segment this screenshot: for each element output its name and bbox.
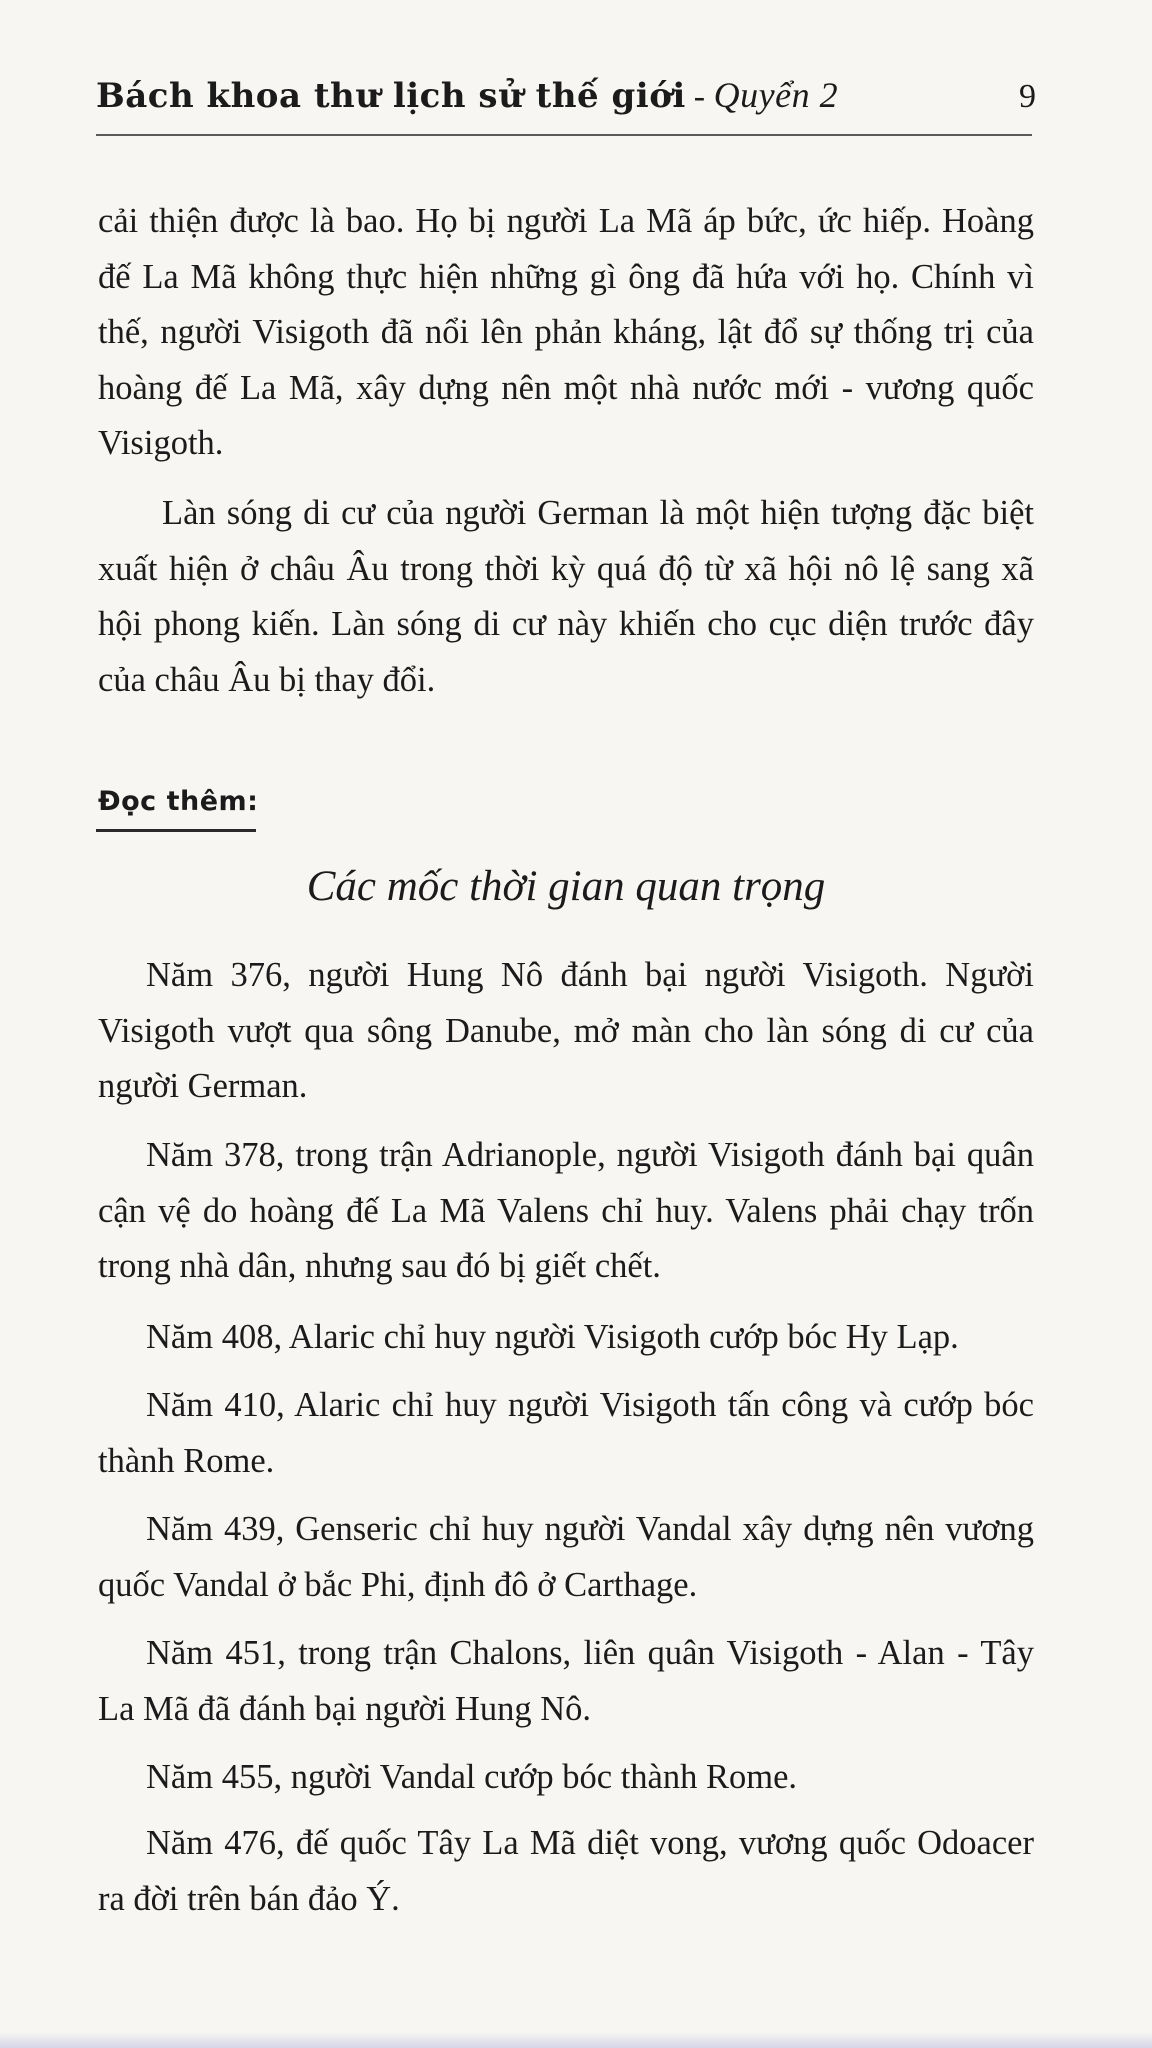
page-edge-shadow xyxy=(0,2032,1152,2048)
further-reading-label: Đọc thêm: xyxy=(98,786,259,817)
running-header xyxy=(96,74,1036,134)
timeline-item-410: Năm 410, Alaric chỉ huy người Visigoth tấn công và cướp bóc thành Rome. xyxy=(98,1386,1034,1480)
timeline-item-439: Năm 439, Genseric chỉ huy người Vandal xây dựng nên vương quốc Vandal ở bắc Phi, định đô ở Carthage. xyxy=(98,1510,1034,1604)
header-rule xyxy=(96,134,1032,136)
book-title: Bách khoa thư lịch sử thế giới xyxy=(96,76,686,116)
timeline-item-451: Năm 451, trong trận Chalons, liên quân Visigoth - Alan - Tây La Mã đã đánh bại người Hung Nô. xyxy=(98,1634,1034,1728)
timeline-item-408: Năm 408, Alaric chỉ huy người Visigoth cướp bóc Hy Lạp. xyxy=(146,1318,959,1356)
header-separator: - xyxy=(693,78,706,115)
timeline-item-378: Năm 378, trong trận Adrianople, người Visigoth đánh bại quân cận vệ do hoàng đế La Mã Valens chỉ huy. Valens phải chạy trốn trong nhà dân, nhưng sau đó bị giết chết. xyxy=(98,1136,1034,1285)
timeline-item-376: Năm 376, người Hung Nô đánh bại người Visigoth. Người Visigoth vượt qua sông Danube, mở màn cho làn sóng di cư của người German. xyxy=(98,956,1034,1105)
header-title xyxy=(96,74,838,116)
timeline-item-455: Năm 455, người Vandal cướp bóc thành Rome. xyxy=(146,1758,798,1796)
paragraph-continued: cải thiện được là bao. Họ bị người La Mã áp bức, ức hiếp. Hoàng đế La Mã không thực hiện những gì ông đã hứa với họ. Chính vì thế, người Visigoth đã nổi lên phản kháng, lật đổ sự thống trị của hoàng đế La Mã, xây dựng nên một nhà nước mới - vương quốc Visigoth. xyxy=(98,202,1034,462)
volume-label: Quyển 2 xyxy=(713,75,839,115)
page-number: 9 xyxy=(1019,78,1036,115)
further-reading-underline xyxy=(96,829,256,832)
paragraph-migration: Làn sóng di cư của người German là một hiện tượng đặc biệt xuất hiện ở châu Âu trong thời kỳ quá độ từ xã hội nô lệ sang xã hội phong kiến. Làn sóng di cư này khiến cho cục diện trước đây của châu Âu bị thay đổi. xyxy=(98,494,1034,699)
timeline-item-476: Năm 476, đế quốc Tây La Mã diệt vong, vương quốc Odoacer ra đời trên bán đảo Ý. xyxy=(98,1824,1034,1918)
timeline-title: Các mốc thời gian quan trọng xyxy=(306,863,826,910)
